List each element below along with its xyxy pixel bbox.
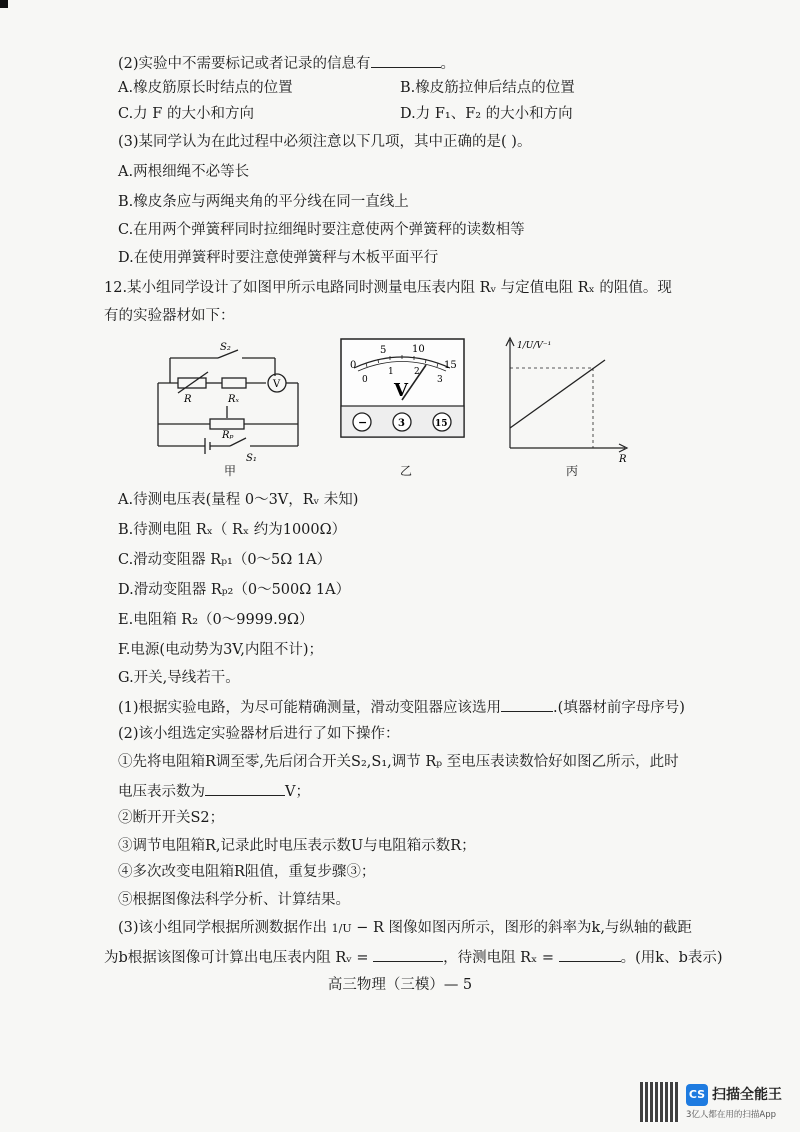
q12-part2: (2)该小组选定实验器材后进行了如下操作： xyxy=(118,726,400,742)
equip-g: G.开关,导线若干。 xyxy=(118,670,240,686)
fig-label-jia: 甲 xyxy=(224,464,237,478)
corner-mark xyxy=(0,0,8,8)
q12-step1b: 电压表示数为 V； xyxy=(118,780,310,802)
svg-text:3: 3 xyxy=(437,375,443,385)
q12-intro-line1: 12.某小组同学设计了如图甲所示电路同时测量电压表内阻 Rᵥ 与定值电阻 Rₓ 的阻值。现 xyxy=(104,280,672,296)
label-r: R xyxy=(184,394,192,405)
graph-x-label: R xyxy=(619,454,627,465)
graph-line xyxy=(510,360,605,428)
label-s2: S₂ xyxy=(220,342,231,353)
answer-blank-rv[interactable] xyxy=(373,946,443,962)
svg-text:0: 0 xyxy=(362,375,368,385)
answer-blank[interactable] xyxy=(371,52,441,68)
answer-blank[interactable] xyxy=(501,696,553,712)
label-s1: S₁ xyxy=(246,453,257,464)
answer-blank[interactable] xyxy=(205,780,285,796)
q12-intro-line2: 有的实验器材如下： xyxy=(104,308,235,324)
cs-logo-icon: CS xyxy=(686,1084,708,1106)
answer-blank-rx[interactable] xyxy=(559,946,621,962)
q11-p3-option-a: A.两根细绳不必等长 xyxy=(118,164,250,180)
resistor-rx-symbol xyxy=(222,378,246,388)
q12-step5: ⑤根据图像法科学分析、计算结果。 xyxy=(118,892,350,908)
label-v: V xyxy=(273,379,281,390)
q11-option-b: B.橡皮筋拉伸后结点的位置 xyxy=(400,80,575,96)
voltmeter-face xyxy=(340,338,465,438)
page-footer: 高三物理（三模）— 5 xyxy=(327,977,473,993)
q11-p3-option-b: B.橡皮条应与两绳夹角的平分线在同一直线上 xyxy=(118,194,409,210)
circuit-diagram xyxy=(150,338,310,468)
equip-b: B.待测电阻 Rₓ（ Rₓ 约为1000Ω） xyxy=(118,522,347,538)
fig-label-bing: 丙 xyxy=(566,464,579,478)
rheostat-symbol xyxy=(210,419,244,429)
svg-text:15: 15 xyxy=(435,419,448,429)
q12-step2: ②断开开关S2； xyxy=(118,810,225,826)
label-rx: Rₓ xyxy=(228,394,240,405)
graph-bing xyxy=(495,330,635,465)
svg-text:−: − xyxy=(358,416,368,429)
scanner-tagline: 3亿人都在用的扫描App xyxy=(686,1110,777,1120)
graph-y-label: 1/U/V⁻¹ xyxy=(517,341,552,351)
q12-part3b: 为b根据该图像可计算出电压表内阻 Rᵥ = ，待测电阻 Rₓ = 。(用k、b表示) xyxy=(104,946,723,968)
q12-part1: (1)根据实验电路，为尽可能精确测量，滑动变阻器应该选用 .(填器材前字母序号) xyxy=(118,696,685,718)
equip-c: C.滑动变阻器 Rₚ₁（0～5Ω 1A） xyxy=(118,552,332,568)
q11-p3-option-c: C.在用两个弹簧秤同时拉细绳时要注意使两个弹簧秤的读数相等 xyxy=(118,222,525,238)
svg-text:0: 0 xyxy=(350,360,357,371)
scanner-app-name: 扫描全能王 xyxy=(712,1087,782,1103)
equip-a: A.待测电压表(量程 0～3V，Rᵥ 未知) xyxy=(118,492,359,508)
q11-option-c: C.力 F 的大小和方向 xyxy=(118,106,254,122)
q11-part2: (2)实验中不需要标记或者记录的信息有 。 xyxy=(118,52,455,74)
label-rp: Rₚ xyxy=(222,430,234,441)
svg-text:1: 1 xyxy=(388,367,394,377)
equip-d: D.滑动变阻器 Rₚ₂（0～500Ω 1A） xyxy=(118,582,351,598)
svg-text:5: 5 xyxy=(380,345,387,356)
q11-part3: (3)某同学认为在此过程中必须注意以下几项，其中正确的是( )。 xyxy=(118,134,532,150)
q12-part3a: (3)该小组同学根据所测数据作出 1/U − R 图像如图丙所示，图形的斜率为k,与纵轴的截距 xyxy=(118,920,692,936)
equip-f: F.电源(电动势为3V,内阻不计)； xyxy=(118,642,323,658)
q12-step3: ③调节电阻箱R,记录此时电压表示数U与电阻箱示数R； xyxy=(118,838,476,854)
q12-step1a: ①先将电阻箱R调至零,先后闭合开关S₂,S₁,调节 Rₚ 至电压表读数恰好如图乙所示，此时 xyxy=(118,754,679,770)
scanner-watermark xyxy=(640,1080,790,1125)
q12-step4: ④多次改变电阻箱R阻值，重复步骤③； xyxy=(118,864,376,880)
equip-e: E.电阻箱 R₂（0～9999.9Ω） xyxy=(118,612,314,628)
fig-label-yi: 乙 xyxy=(400,464,413,478)
q11-p3-option-d: D.在使用弹簧秤时要注意使弹簧秤与木板平面平行 xyxy=(118,250,439,266)
svg-text:3: 3 xyxy=(398,418,405,429)
q11-option-a: A.橡皮筋原长时结点的位置 xyxy=(118,80,293,96)
q11-option-d: D.力 F₁、F₂ 的大小和方向 xyxy=(400,106,573,122)
qr-code-icon xyxy=(640,1082,680,1122)
svg-text:2: 2 xyxy=(414,367,420,377)
svg-text:10: 10 xyxy=(412,344,425,355)
svg-text:V: V xyxy=(394,380,408,401)
svg-text:15: 15 xyxy=(444,360,457,371)
